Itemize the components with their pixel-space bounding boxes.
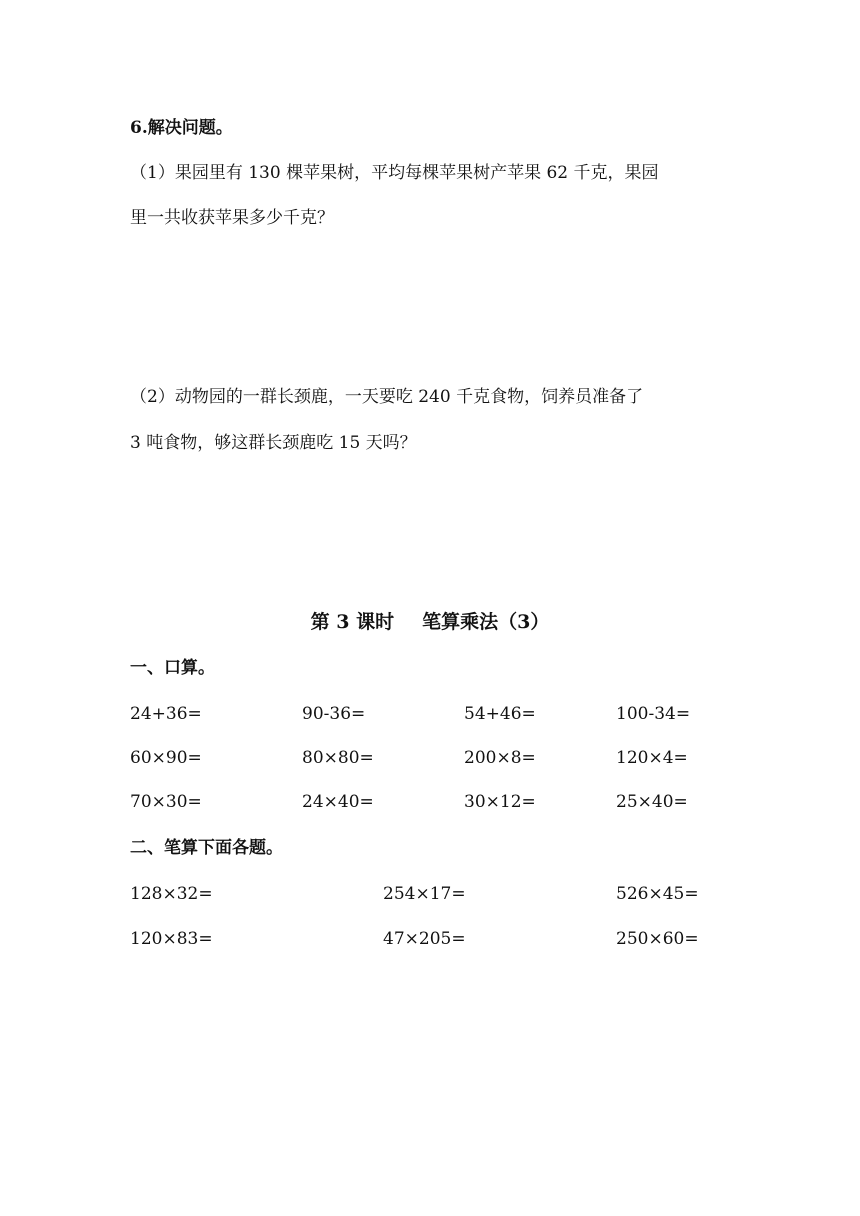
oral-calc-item: 25×40= — [616, 792, 688, 812]
written-calc-item: 47×205= — [383, 929, 466, 949]
question-1-line-1: （1）果园里有 130 棵苹果树，平均每棵苹果树产苹果 62 千克，果园 — [130, 163, 659, 183]
oral-calc-item: 70×30= — [130, 792, 202, 812]
oral-calc-item: 30×12= — [464, 792, 536, 812]
question-1-line-2: 里一共收获苹果多少千克？ — [130, 208, 334, 228]
oral-calc-item: 100-34= — [616, 704, 691, 724]
oral-calc-item: 80×80= — [302, 748, 374, 768]
lesson-title-number: 第 3 课时 — [310, 611, 395, 633]
question-2-line-1: （2）动物园的一群长颈鹿，一天要吃 240 千克食物，饲养员准备了 — [130, 387, 644, 407]
oral-calc-item: 24×40= — [302, 792, 374, 812]
lesson-title — [0, 609, 860, 635]
oral-calc-item: 60×90= — [130, 748, 202, 768]
written-calc-item: 250×60= — [616, 929, 699, 949]
written-calc-item: 254×17= — [383, 884, 466, 904]
written-calc-item: 120×83= — [130, 929, 213, 949]
lesson-title-topic: 笔算乘法（3） — [422, 611, 550, 633]
part-2-heading: 二、笔算下面各题。 — [130, 838, 283, 858]
written-calc-item: 526×45= — [616, 884, 699, 904]
oral-calc-item: 24+36= — [130, 704, 202, 724]
oral-calc-item: 90-36= — [302, 704, 366, 724]
written-calc-item: 128×32= — [130, 884, 213, 904]
oral-calc-item: 54+46= — [464, 704, 536, 724]
oral-calc-item: 200×8= — [464, 748, 536, 768]
oral-calc-item: 120×4= — [616, 748, 688, 768]
part-1-heading: 一、口算。 — [130, 658, 215, 678]
question-2-line-2: 3 吨食物，够这群长颈鹿吃 15 天吗？ — [130, 433, 417, 453]
section-6-heading: 6.解决问题。 — [130, 118, 233, 138]
